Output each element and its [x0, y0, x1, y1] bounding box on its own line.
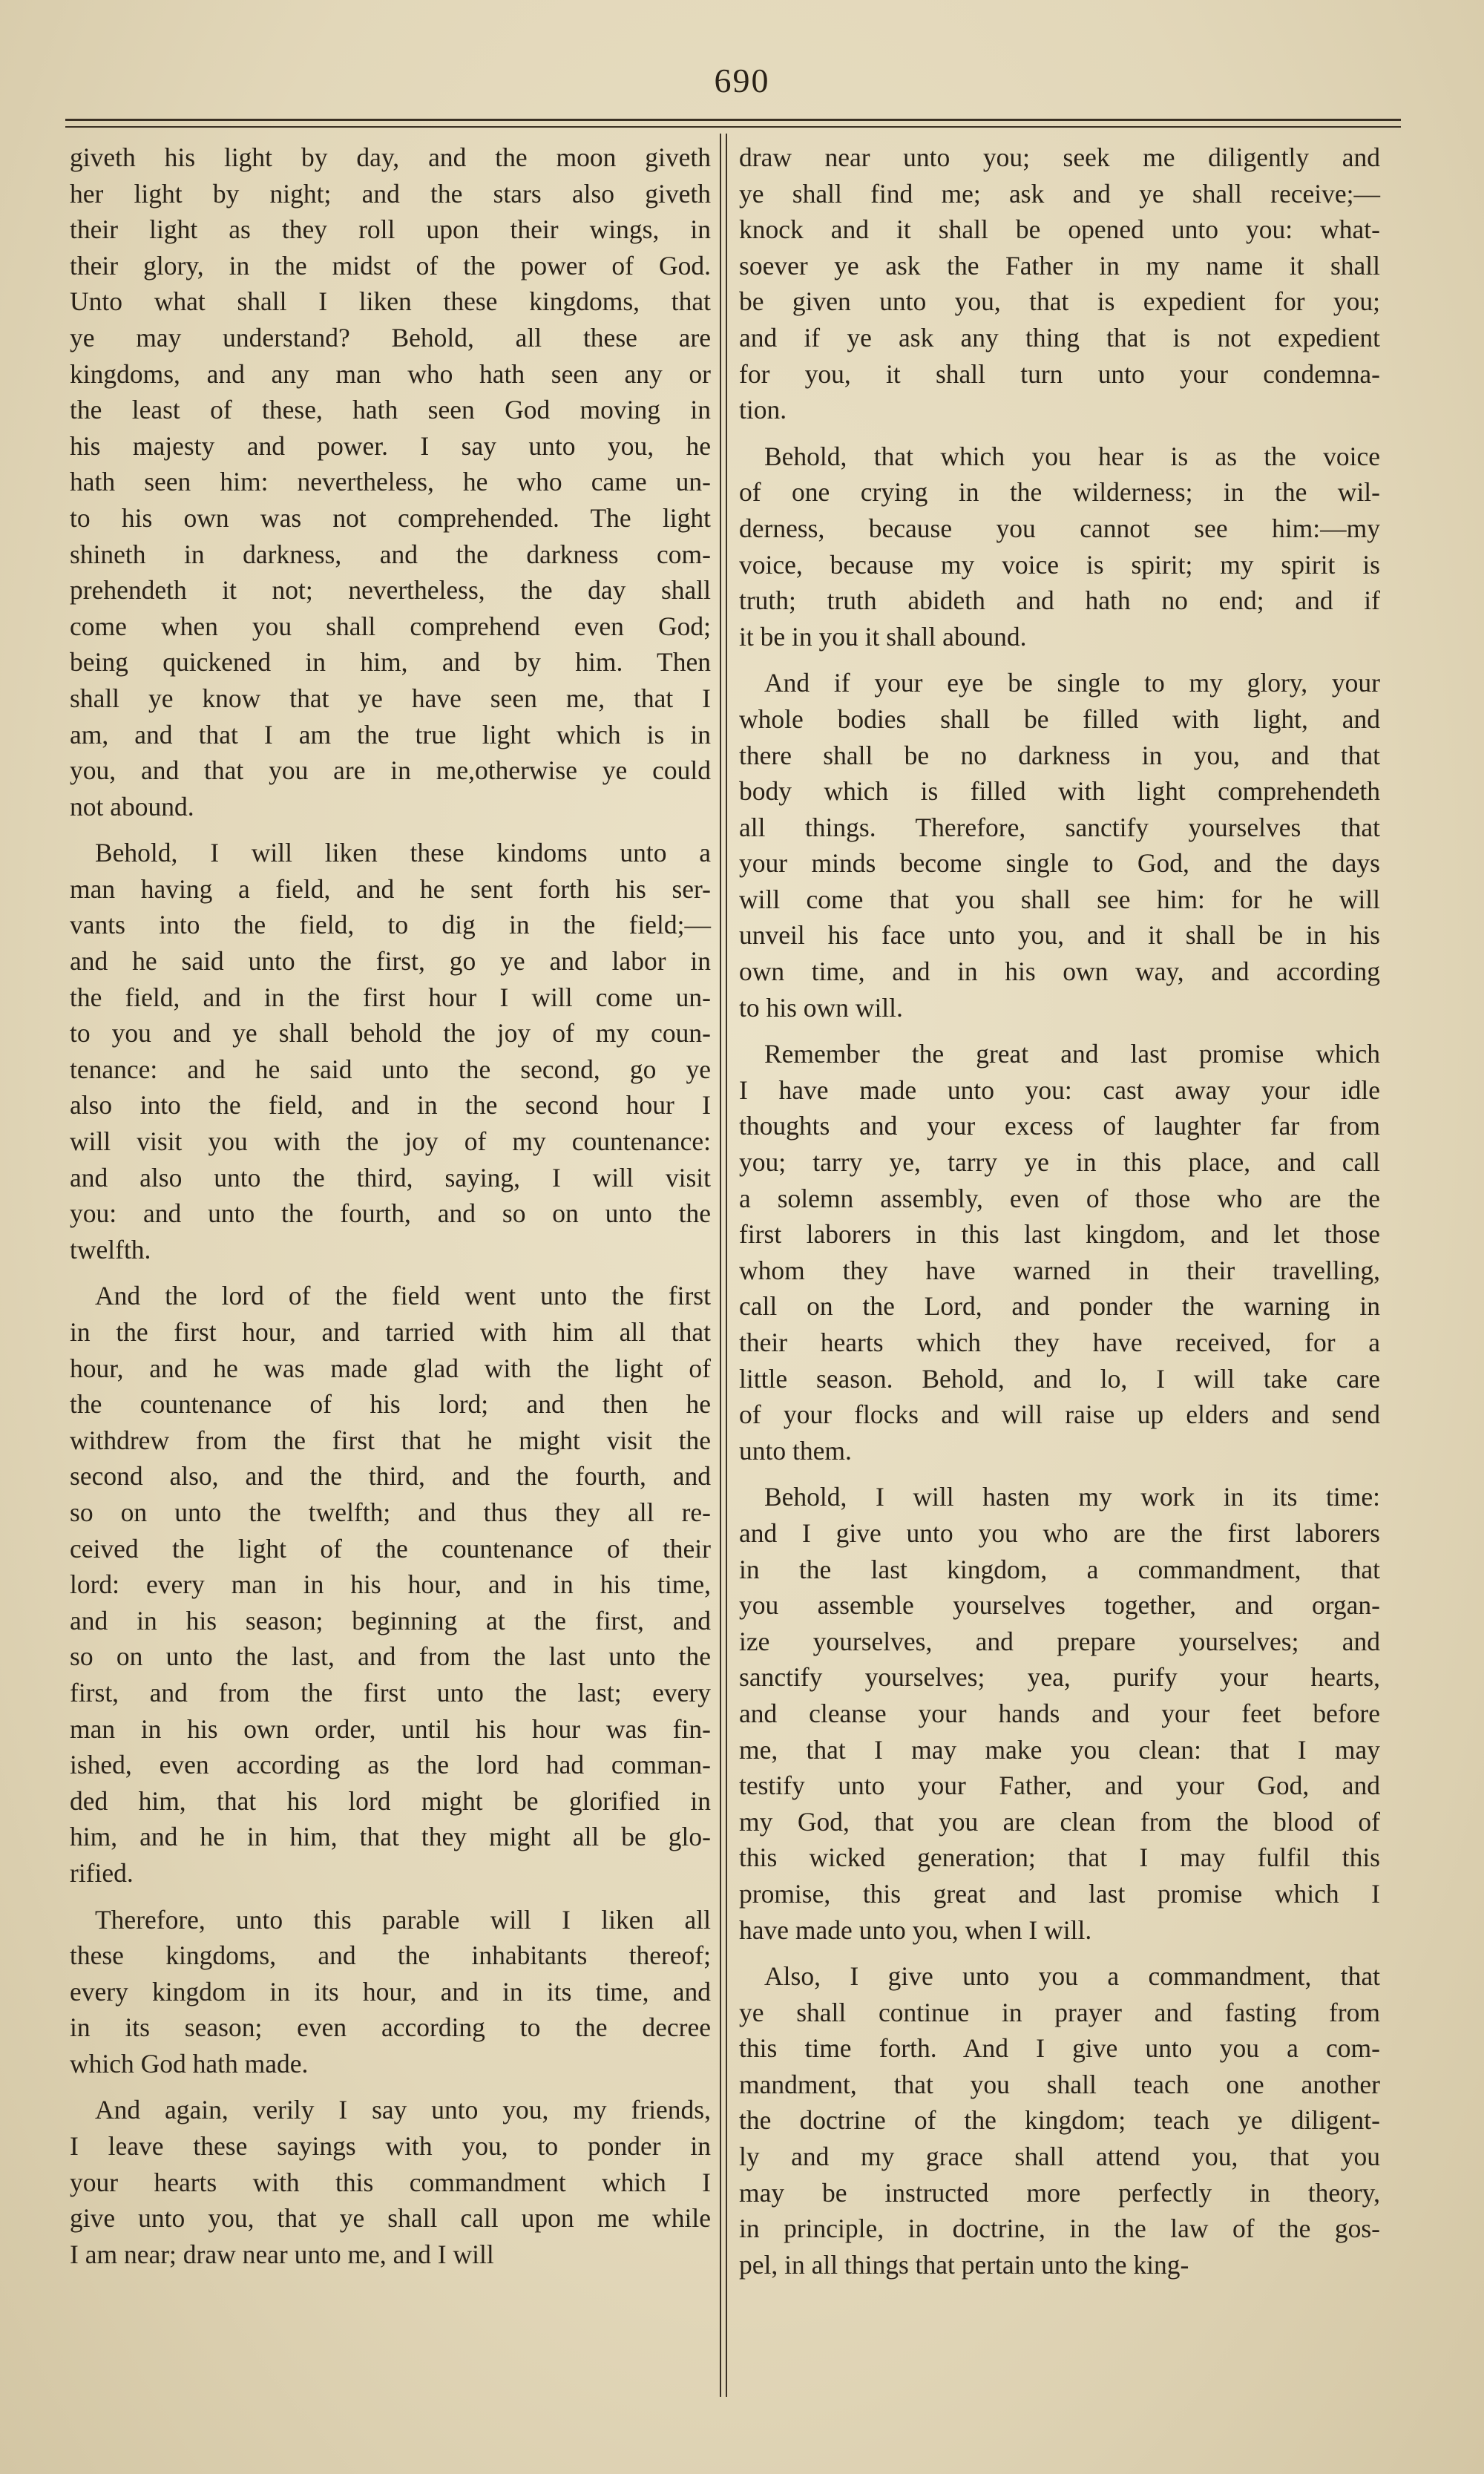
text-line: thoughts and your excess of laughter far from	[739, 1111, 1380, 1141]
text-line: knock and it shall be opened unto you: what-	[739, 214, 1380, 245]
text-line: I am near; draw near unto me, and I will	[70, 2239, 494, 2269]
text-line: the least of these, hath seen God moving in	[70, 395, 711, 425]
text-line: to his own was not comprehended. The light	[70, 502, 711, 533]
text-line: the field, and in the first hour I will come un-	[70, 982, 711, 1012]
text-line: there shall be no darkness in you, and that	[739, 740, 1380, 770]
text-line: voice, because my voice is spirit; my spirit is	[739, 549, 1380, 580]
text-line: Also, I give unto you a commandment, that	[764, 1961, 1380, 1992]
text-line: this time forth. And I give unto you a com-	[739, 2033, 1380, 2064]
text-line: your minds become single to God, and the days	[739, 848, 1380, 879]
text-line: which God hath made.	[70, 2048, 309, 2078]
text-line: derness, because you cannot see him:—my	[739, 513, 1380, 543]
text-line: may be instructed more perfectly in theory,	[739, 2177, 1380, 2208]
text-line: his majesty and power. I say unto you, he	[70, 430, 711, 461]
text-line: ye shall continue in prayer and fasting from	[739, 1997, 1380, 2027]
text-line: their light as they roll upon their wings, in	[70, 214, 711, 245]
text-line: the doctrine of the kingdom; teach ye diligent-	[739, 2105, 1380, 2136]
text-line: ize yourselves, and prepare yourselves; and	[739, 1626, 1380, 1656]
text-line: hath seen him: nevertheless, he who came un-	[70, 467, 711, 497]
text-line: and also unto the third, saying, I will visit	[70, 1162, 711, 1192]
text-line: and in his season; beginning at the first, and	[70, 1605, 711, 1635]
text-line: of one crying in the wilderness; in the wil-	[739, 477, 1380, 508]
text-line: body which is filled with light comprehendeth	[739, 776, 1380, 807]
text-line: you, and that you are in me,otherwise ye could	[70, 755, 711, 786]
text-line: I leave these sayings with you, to ponder in	[70, 2131, 711, 2162]
text-line: whole bodies shall be filled with light, and	[739, 703, 1380, 734]
text-line: you; tarry ye, tarry ye in this place, and call	[739, 1147, 1380, 1178]
text-line: mandment, that you shall teach one another	[739, 2069, 1380, 2099]
text-line: their hearts which they have received, for a	[739, 1328, 1380, 1357]
text-line: and cleanse your hands and your feet before	[739, 1698, 1380, 1728]
text-line: lord: every man in his hour, and in his time,	[70, 1569, 711, 1600]
page-number: 690	[714, 62, 770, 99]
text-line: pel, in all things that pertain unto the king-	[739, 2249, 1189, 2280]
text-line: little season. Behold, and lo, I will take care	[739, 1363, 1380, 1394]
left-paragraph	[70, 2092, 711, 2272]
left-paragraph	[70, 1278, 711, 1891]
text-line: first, and from the first unto the last; every	[70, 1677, 711, 1707]
text-line: own time, and in his own way, and according	[739, 957, 1380, 987]
text-line: all things. Therefore, sanctify yourselves that	[739, 812, 1380, 842]
column-divider	[720, 134, 727, 2397]
text-line: a solemn assembly, even of those who are the	[739, 1183, 1380, 1213]
text-line: prehendeth it not; nevertheless, the day shall	[70, 575, 711, 606]
text-line: their glory, in the midst of the power of God.	[70, 250, 711, 280]
text-line: my God, that you are clean from the blood of	[739, 1806, 1380, 1837]
text-line: Behold, that which you hear is as the voice	[764, 441, 1380, 471]
text-line: ye shall find me; ask and ye shall receive;—	[739, 178, 1380, 209]
text-line: rified.	[70, 1857, 134, 1888]
text-line: And if your eye be single to my glory, your	[764, 668, 1380, 698]
text-line: draw near unto you; seek me diligently and	[739, 142, 1380, 172]
text-line: soever ye ask the Father in my name it shall	[739, 250, 1380, 280]
text-line: being quickened in him, and by him. Then	[70, 647, 711, 677]
text-line: so on unto the last, and from the last unto the	[70, 1641, 711, 1672]
text-line: second also, and the third, and the fourth, and	[70, 1461, 711, 1492]
text-line: Behold, I will liken these kindoms unto a	[95, 838, 711, 868]
text-line: Remember the great and last promise which	[764, 1039, 1380, 1069]
text-line: in its season; even according to the decree	[70, 2012, 711, 2043]
text-line: Behold, I will hasten my work in its time:	[764, 1482, 1380, 1512]
text-line: And the lord of the field went unto the first	[95, 1281, 711, 1311]
text-line: and if ye ask any thing that is not expedient	[739, 322, 1380, 352]
right-paragraph	[739, 1479, 1380, 1948]
text-line: vants into the field, to dig in the field;—	[70, 910, 711, 940]
right-paragraph	[739, 140, 1380, 428]
text-line: shall ye know that ye have seen me, that I	[70, 683, 711, 713]
right-paragraph	[739, 1958, 1380, 2283]
text-line: ly and my grace shall attend you, that you	[739, 2142, 1380, 2172]
header-rule-bottom	[65, 126, 1401, 128]
text-line: be given unto you, that is expedient for you;	[739, 286, 1380, 317]
text-line: am, and that I am the true light which is in	[70, 719, 711, 749]
right-paragraph	[739, 665, 1380, 1026]
text-line: tion.	[739, 395, 787, 425]
text-line: twelfth.	[70, 1234, 151, 1264]
text-line: give unto you, that ye shall call upon me while	[70, 2203, 711, 2234]
text-line: the countenance of his lord; and then he	[70, 1389, 711, 1420]
text-line: ceived the light of the countenance of their	[70, 1533, 711, 1564]
text-line: and he said unto the first, go ye and labor in	[70, 946, 711, 977]
left-paragraph	[70, 835, 711, 1267]
text-line: in principle, in doctrine, in the law of the gos-	[739, 2214, 1380, 2244]
left-column	[70, 140, 711, 2283]
text-line: shineth in darkness, and the darkness com-	[70, 539, 711, 569]
text-line: man having a field, and he sent forth his ser-	[70, 873, 711, 904]
text-line: whom they have warned in their travelling,	[739, 1255, 1380, 1285]
text-line: truth; truth abideth and hath no end; and if	[739, 585, 1380, 616]
text-line: every kingdom in its hour, and in its time, and	[70, 1976, 711, 2007]
text-line: will come that you shall see him: for he will	[739, 884, 1380, 914]
text-line: and I give unto you who are the first laborers	[739, 1517, 1380, 1548]
text-line: this wicked generation; that I may fulfil this	[739, 1843, 1380, 1873]
text-line: will visit you with the joy of my countenance:	[70, 1126, 711, 1157]
text-line: promise, this great and last promise which I	[739, 1878, 1380, 1909]
text-line: ded him, that his lord might be glorified in	[70, 1785, 711, 1816]
text-line: her light by night; and the stars also giveth	[70, 178, 711, 209]
text-line: hour, and he was made glad with the light of	[70, 1353, 711, 1383]
text-line: Unto what shall I liken these kingdoms, that	[70, 286, 711, 317]
right-column	[739, 140, 1380, 2293]
text-line: And again, verily I say unto you, my friends,	[95, 2095, 711, 2125]
text-line: testify unto your Father, and your God, and	[739, 1771, 1380, 1801]
text-line: to his own will.	[739, 992, 903, 1023]
text-line: me, that I may make you clean: that I may	[739, 1734, 1380, 1765]
text-line: not abound.	[70, 791, 194, 821]
text-line: ye may understand? Behold, all these are	[70, 322, 711, 352]
text-line: unveil his face unto you, and it shall be in his	[739, 920, 1380, 951]
left-paragraph	[70, 1902, 711, 2082]
text-line: first laborers in this last kingdom, and let those	[739, 1219, 1380, 1250]
text-line: of your flocks and will raise up elders and send	[739, 1400, 1380, 1430]
text-line: also into the field, and in the second hour I	[70, 1090, 711, 1120]
text-line: you: and unto the fourth, and so on unto the	[70, 1198, 711, 1229]
text-line: man in his own order, until his hour was fin-	[70, 1713, 711, 1744]
text-line: ished, even according as the lord had comman-	[70, 1750, 711, 1780]
text-line: in the first hour, and tarried with him all that	[70, 1317, 711, 1347]
text-line: call on the Lord, and ponder the warning in	[739, 1291, 1380, 1322]
text-line: for you, it shall turn unto your condemna-	[739, 358, 1380, 389]
text-line: it be in you it shall abound.	[739, 621, 1027, 652]
text-line: sanctify yourselves; yea, purify your hearts,	[739, 1662, 1380, 1693]
text-line: giveth his light by day, and the moon giveth	[70, 142, 711, 172]
text-line: have made unto you, when I will.	[739, 1914, 1092, 1945]
text-line: him, and he in him, that they might all be glo-	[70, 1822, 711, 1852]
text-line: to you and ye shall behold the joy of my coun-	[70, 1018, 711, 1049]
text-line: so on unto the twelfth; and thus they all re-	[70, 1497, 711, 1527]
text-line: withdrew from the first that he might visit the	[70, 1425, 711, 1455]
text-line: Therefore, unto this parable will I liken all	[95, 1904, 711, 1935]
text-line: come when you shall comprehend even God;	[70, 611, 711, 641]
left-paragraph	[70, 140, 711, 824]
text-line: tenance: and he said unto the second, go ye	[70, 1054, 711, 1084]
right-paragraph	[739, 439, 1380, 655]
text-line: in the last kingdom, a commandment, that	[739, 1554, 1380, 1584]
text-line: unto them.	[739, 1435, 852, 1466]
header-rule-top	[65, 119, 1401, 121]
text-line: your hearts with this commandment which I	[70, 2167, 711, 2197]
text-line: kingdoms, and any man who hath seen any or	[70, 358, 711, 389]
right-paragraph	[739, 1036, 1380, 1469]
text-line: you assemble yourselves together, and organ-	[739, 1590, 1380, 1621]
text-line: I have made unto you: cast away your idle	[739, 1074, 1380, 1105]
text-line: these kingdoms, and the inhabitants thereof;	[70, 1940, 711, 1971]
